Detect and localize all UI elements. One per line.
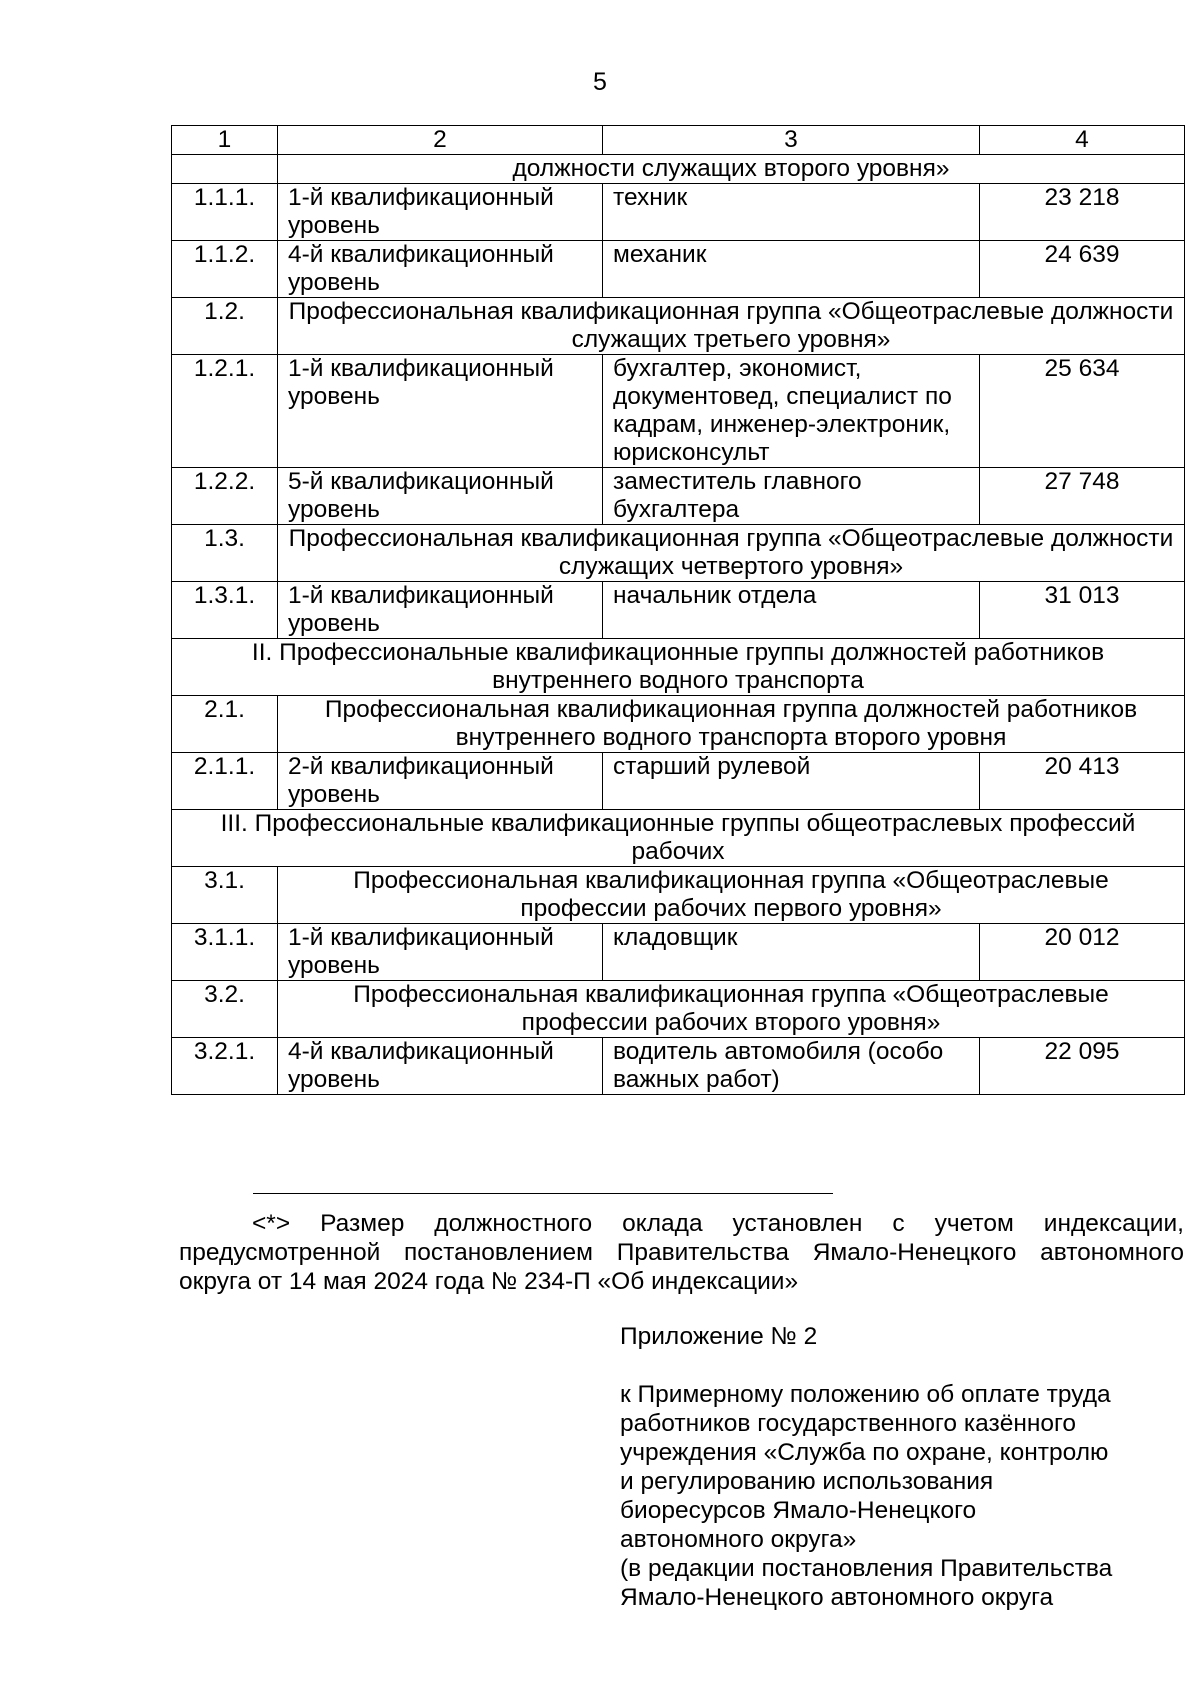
position-name: техник <box>603 184 980 241</box>
appendix-text <box>620 1380 1180 1612</box>
page-number: 5 <box>593 68 607 96</box>
group-title: Профессиональная квалификационная группа «Общеотраслевые профессии рабочих второго уровня» <box>278 981 1185 1038</box>
qualification-level: 1-й квалификационный уровень <box>278 924 603 981</box>
appendix-line: к Примерному положению об оплате труда <box>620 1381 1111 1408</box>
row-number: 1.2.1. <box>172 355 278 468</box>
appendix-line: и регулированию использования <box>620 1468 994 1495</box>
qualification-level: 4-й квалификационный уровень <box>278 1038 603 1095</box>
table-header-row <box>172 126 1185 155</box>
header-col-2: 2 <box>278 126 603 155</box>
group-number: 1.2. <box>172 298 278 355</box>
row-number: 1.1.2. <box>172 241 278 298</box>
salary-table <box>171 125 1185 1095</box>
salary-value: 20 012 <box>980 924 1185 981</box>
header-col-1: 1 <box>172 126 278 155</box>
continuation-text: должности служащих второго уровня» <box>278 155 1185 184</box>
group-number: 2.1. <box>172 696 278 753</box>
salary-value: 24 639 <box>980 241 1185 298</box>
appendix-line: Ямало-Ненецкого автономного округа <box>620 1584 1054 1611</box>
qualification-level: 1-й квалификационный уровень <box>278 184 603 241</box>
group-number: 1.3. <box>172 525 278 582</box>
row-number: 3.2.1. <box>172 1038 278 1095</box>
appendix-line: автономного округа» <box>620 1526 857 1553</box>
table-row <box>172 582 1185 639</box>
table-row <box>172 924 1185 981</box>
row-number: 1.1.1. <box>172 184 278 241</box>
row-number: 3.1.1. <box>172 924 278 981</box>
table-row <box>172 184 1185 241</box>
table-row <box>172 241 1185 298</box>
section-row <box>172 639 1185 696</box>
group-row <box>172 525 1185 582</box>
position-name: кладовщик <box>603 924 980 981</box>
appendix-line: учреждения «Служба по охране, контролю <box>620 1439 1109 1466</box>
appendix-block <box>620 1322 1180 1612</box>
table-row <box>172 753 1185 810</box>
position-name: механик <box>603 241 980 298</box>
section-title: II. Профессиональные квалификационные группы должностей работников внутреннего водного транспорта <box>172 639 1185 696</box>
qualification-level: 2-й квалификационный уровень <box>278 753 603 810</box>
salary-value: 31 013 <box>980 582 1185 639</box>
qualification-level: 1-й квалификационный уровень <box>278 355 603 468</box>
position-name: заместитель главного бухгалтера <box>603 468 980 525</box>
group-row <box>172 298 1185 355</box>
salary-value: 22 095 <box>980 1038 1185 1095</box>
position-name: начальник отдела <box>603 582 980 639</box>
qualification-level: 5-й квалификационный уровень <box>278 468 603 525</box>
row-number: 1.2.2. <box>172 468 278 525</box>
row-number: 2.1.1. <box>172 753 278 810</box>
position-name: старший рулевой <box>603 753 980 810</box>
position-name: водитель автомобиля (особо важных работ) <box>603 1038 980 1095</box>
qualification-level: 4-й квалификационный уровень <box>278 241 603 298</box>
group-row <box>172 981 1185 1038</box>
group-title: Профессиональная квалификационная группа «Общеотраслевые должности служащих четвертого уровня» <box>278 525 1185 582</box>
group-row <box>172 867 1185 924</box>
section-title: III. Профессиональные квалификационные группы общеотраслевых профессий рабочих <box>172 810 1185 867</box>
group-title: Профессиональная квалификационная группа «Общеотраслевые профессии рабочих первого уровня» <box>278 867 1185 924</box>
continuation-row <box>172 155 1185 184</box>
group-number: 3.2. <box>172 981 278 1038</box>
appendix-title: Приложение № 2 <box>620 1323 818 1350</box>
header-col-3: 3 <box>603 126 980 155</box>
row-number: 1.3.1. <box>172 582 278 639</box>
table-row <box>172 1038 1185 1095</box>
group-title: Профессиональная квалификационная группа «Общеотраслевые должности служащих третьего уровня» <box>278 298 1185 355</box>
header-col-4: 4 <box>980 126 1185 155</box>
appendix-line: (в редакции постановления Правительства <box>620 1555 1113 1582</box>
appendix-line: работников государственного казённого <box>620 1410 1077 1437</box>
appendix-line: биоресурсов Ямало-Ненецкого <box>620 1497 977 1524</box>
salary-value: 25 634 <box>980 355 1185 468</box>
group-row <box>172 696 1185 753</box>
footnote-divider <box>253 1193 833 1194</box>
salary-value: 27 748 <box>980 468 1185 525</box>
salary-value: 20 413 <box>980 753 1185 810</box>
footnote <box>179 1209 1184 1296</box>
table-row <box>172 355 1185 468</box>
salary-value: 23 218 <box>980 184 1185 241</box>
position-name: бухгалтер, экономист, документовед, специалист по кадрам, инженер-электроник, юрисконсульт <box>603 355 980 468</box>
section-row <box>172 810 1185 867</box>
footnote-text: <*> Размер должностного оклада установлен с учетом индексации, предусмотренной постановлением Правительства Ямало-Ненецкого автономного округа от 14 мая 2024 года № 234-П «Об индексации» <box>179 1210 1184 1295</box>
qualification-level: 1-й квалификационный уровень <box>278 582 603 639</box>
table-row <box>172 468 1185 525</box>
group-title: Профессиональная квалификационная группа должностей работников внутреннего водного транспорта второго уровня <box>278 696 1185 753</box>
group-number: 3.1. <box>172 867 278 924</box>
